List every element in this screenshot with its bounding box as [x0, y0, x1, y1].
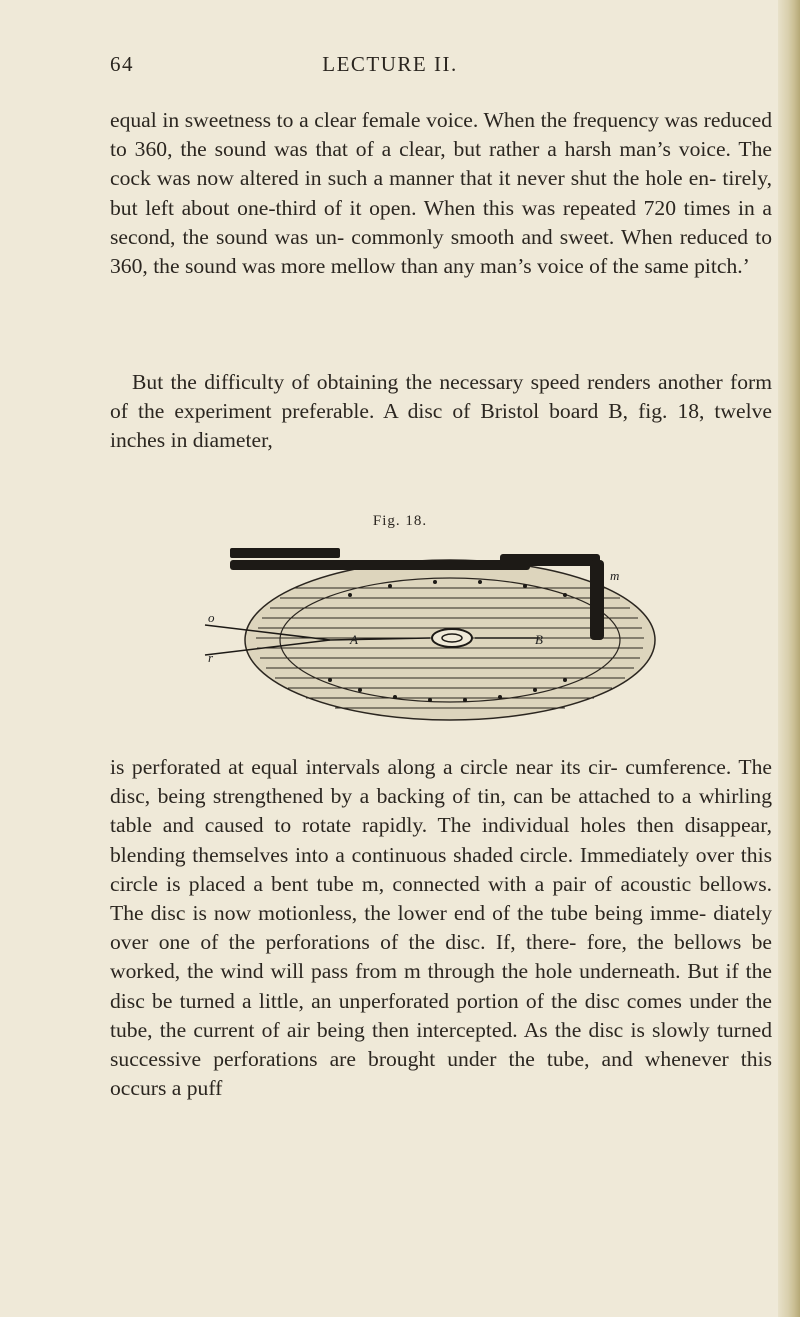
page-header — [110, 52, 670, 82]
figure-caption: Fig. 18. — [372, 513, 428, 529]
label-B: B — [535, 632, 543, 647]
paragraph-2: But the difficulty of obtaining the necessary speed renders another form of the experiment preferable. A disc of Bristol board B, fig. 18, twelve inches in diameter, — [110, 370, 772, 453]
page-number: 64 — [110, 52, 134, 76]
disc-hub — [432, 629, 472, 647]
running-title: LECTURE II. — [322, 52, 458, 76]
label-r: r — [208, 650, 214, 665]
label-o: o — [208, 610, 215, 625]
page-edge — [778, 0, 800, 1317]
label-A: A — [350, 632, 358, 647]
paragraph-3: is perforated at equal intervals along a circle near its cir- cumference. The disc, being strengthened by a backing of tin, can be attached to a whirling table and caused to rotate rapidly. The individual holes then disappear, blending themselves into a continuous shaded circle. Immediately over this circle is placed a bent tube m, connected with a pair of acoustic bellows. The disc is now motionless, the lower end of the tube being imme- diately over one of the perforations of the disc. If, there- fore, the bellows be worked, the wind will pass from m through the hole underneath. But if the disc be turned a little, an unperforated portion of the disc comes under the tube, the current of air being then intercepted. As the disc is slowly turned successive perforations are brought under the tube, and whenever this occurs a puff — [110, 755, 772, 1101]
paragraph-1: equal in sweetness to a clear female voice. When the frequency was reduced to 360, the sound was that of a clear, but rather a harsh man’s voice. The cock was now altered in such a manner that it never shut the hole en- tirely, but left about one-third of it open. When this was repeated 720 times in a second, the sound was un- commonly smooth and sweet. When reduced to 360, the sound was more mellow than any man’s voice of the same pitch.’ — [110, 108, 772, 279]
label-m: m — [610, 568, 620, 583]
figure-18-siren-disc — [200, 540, 660, 730]
siren-disc-illustration — [200, 540, 660, 730]
